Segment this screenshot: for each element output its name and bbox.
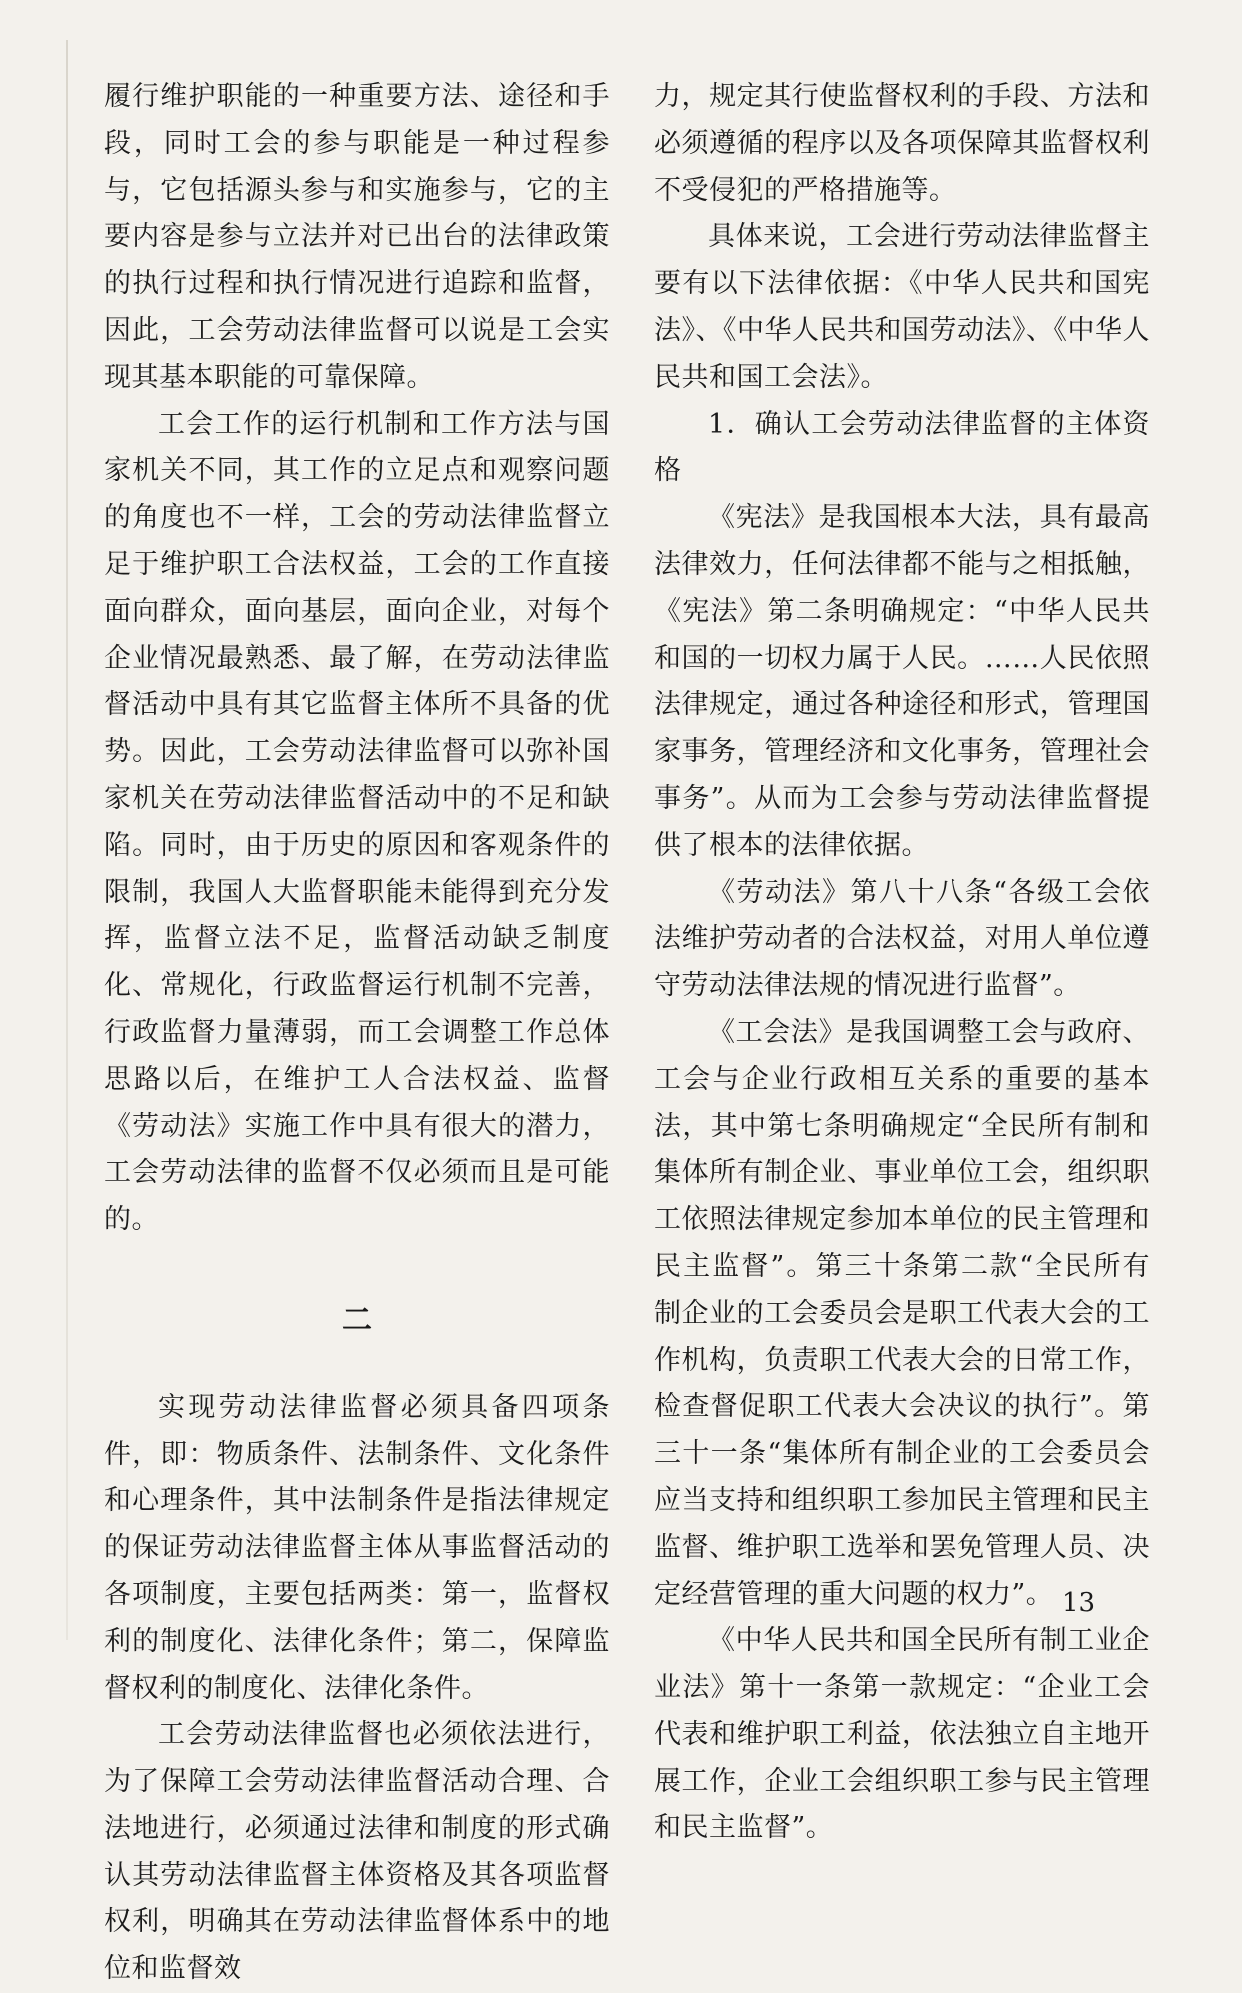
right-column — [654, 74, 1150, 1852]
paragraph: 工会劳动法律监督也必须依法进行，为了保障工会劳动法律监督活动合理、合法地进行，必须通过法律和制度的形式确认其劳动法律监督主体资格及其各项监督权利，明确其在劳动法律监督体系中的地位和监督效 — [104, 1719, 610, 1985]
paragraph: 实现劳动法律监督必须具备四项条件，即：物质条件、法制条件、文化条件和心理条件，其中法制条件是指法律规定的保证劳动法律监督主体从事监督活动的各项制度，主要包括两类：第一，监督权利的制度化、法律化条件；第二，保障监督权利的制度化、法律化条件。 — [104, 1391, 610, 1704]
paragraph: 履行维护职能的一种重要方法、途径和手段，同时工会的参与职能是一种过程参与，它包括源头参与和实施参与，它的主要内容是参与立法并对已出台的法律政策的执行过程和执行情况进行追踪和监督，因此，工会劳动法律监督可以说是工会实现其基本职能的可靠保障。 — [104, 81, 610, 393]
paragraph: 《工会法》是我国调整工会与政府、工会与企业行政相互关系的重要的基本法，其中第七条明确规定“全民所有制和集体所有制企业、事业单位工会，组织职工依照法律规定参加本单位的民主管理和民主监督”。第三十条第二款“全民所有制企业的工会委员会是职工代表大会的工作机构，负责职工代表大会的日常工作，检查督促职工代表大会决议的执行”。第三十一条“集体所有制企业的工会委员会应当支持和组织职工参加民主管理和民主监督、维护职工选举和罢免管理人员、决定经营管理的重大问题的权力”。 — [654, 1016, 1150, 1610]
left-column — [104, 74, 610, 1993]
paragraph: 《中华人民共和国全民所有制工业企业法》第十一条第一款规定：“企业工会代表和维护职工利益，依法独立自主地开展工作，企业工会组织职工参与民主管理和民主监督”。 — [654, 1625, 1150, 1844]
page-fold-shadow — [66, 40, 68, 1640]
paragraph: 工会工作的运行机制和工作方法与国家机关不同，其工作的立足点和观察问题的角度也不一样，工会的劳动法律监督立足于维护职工合法权益，工会的工作直接面向群众，面向基层，面向企业，对每个企业情况最熟悉、最了解，在劳动法律监督活动中具有其它监督主体所不具备的优势。因此，工会劳动法律监督可以弥补国家机关在劳动法律监督活动中的不足和缺陷。同时，由于历史的原因和客观条件的限制，我国人大监督职能未能得到充分发挥，监督立法不足，监督活动缺乏制度化、常规化，行政监督运行机制不完善，行政监督力量薄弱，而工会调整工作总体思路以后，在维护工人合法权益、监督《劳动法》实施工作中具有很大的潜力，工会劳动法律的监督不仅必须而且是可能的。 — [104, 408, 610, 1236]
subheading: 1．确认工会劳动法律监督的主体资格 — [654, 408, 1150, 487]
section-heading: 二 — [342, 1302, 372, 1338]
paragraph: 《宪法》是我国根本大法，具有最高法律效力，任何法律都不能与之相抵触，《宪法》第二条明确规定：“中华人民共和国的一切权力属于人民。……人民依照法律规定，通过各种途径和形式，管理国家事务，管理经济和文化事务，管理社会事务”。从而为工会参与劳动法律监督提供了根本的法律依据。 — [654, 502, 1150, 861]
paragraph: 《劳动法》第八十八条“各级工会依法维护劳动者的合法权益，对用人单位遵守劳动法律法规的情况进行监督”。 — [654, 876, 1150, 1002]
page-number: 13 — [1062, 1588, 1096, 1618]
paragraph: 力，规定其行使监督权利的手段、方法和必须遵循的程序以及各项保障其监督权利不受侵犯的严格措施等。 — [654, 81, 1150, 206]
paragraph: 具体来说，工会进行劳动法律监督主要有以下法律依据：《中华人民共和国宪法》、《中华人民共和国劳动法》、《中华人民共和国工会法》。 — [654, 221, 1150, 393]
